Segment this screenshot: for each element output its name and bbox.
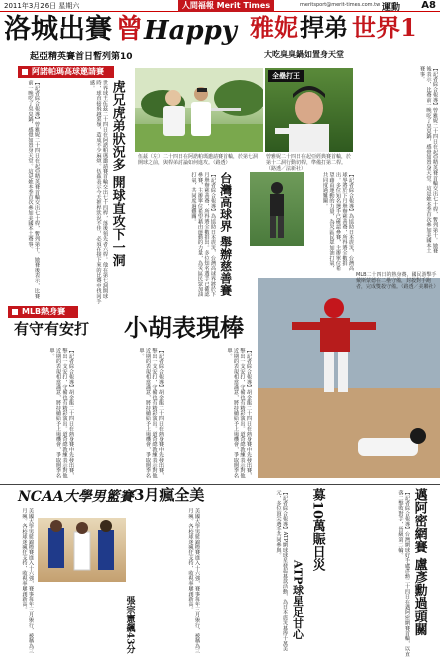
golf-scene-illustration [135, 68, 263, 152]
tiger-caption: 伍茲（左）二十四日在阿諾帕瑪邀請賽首輪，於第七洞開球之前，與桿弟討論如何進攻。（路透） [138, 154, 259, 166]
taiwan-golf-headline: 台灣高球界 舉辦慈善賽 [218, 172, 233, 297]
lead-subhead: 起亞精英賽首日暫列第10 [30, 52, 133, 62]
ncaa-side-headline: 張宗憲飆43分 [124, 596, 135, 654]
section-name: 運動 [382, 3, 401, 13]
relief-headline-b: ATP球星足甘心 [291, 560, 305, 640]
tennis-story-body: 【記者綜合報導】台灣網球好手盧彥勳二十四日在邁阿密網賽首輪，以直落二擊敗對手，晉級第二輪。 [397, 490, 410, 657]
lead-headline-right-c: 世界1 [352, 13, 417, 42]
mlb-headline-a: 有守有安打 [14, 320, 90, 338]
ncaa-basketball-photo [38, 518, 126, 582]
tiger-section-bar: 阿諾帕瑪高球邀請賽 [18, 66, 114, 78]
basketball-players-illustration [38, 518, 126, 582]
issue-date: 2011年3月26日 星期六 [4, 2, 80, 10]
lead-headline-right-a: 雅妮 [250, 13, 298, 42]
page-number: A8 [421, 0, 436, 11]
ncaa-headline-a: NCAA大學男籃賽 [18, 489, 134, 505]
mlb-desmond-photo [258, 278, 440, 478]
ncaa-headline-b: 3月瘋全美 [134, 486, 205, 504]
tiger-story-body: 世界球王伍茲二十四日在阿諾帕瑪邀請賽首輪交出七十四桿，落後領先者六桿。他在第七洞開球時，球直接飛越果嶺，造成不少麻煩。伍茲表示今天推桿狀況不佳，必須在接下來的比賽中找回手感。 [89, 80, 108, 304]
right-upper-story-body: 【記者綜合報導】為協助日本震災，台灣高球界將於下月舉辦慈善賽，所得將全數捐出。多位知名選手已確認參賽，主辦單位希望藉由運動的力量，為災區民眾加油打氣，共同度過難關。 [322, 172, 354, 271]
yani-caption: 曾雅妮二十四日在起亞經典賽首輪，於第十二洞行動切桿，準備打第二桿。（路透／法新社） [266, 154, 352, 172]
mlb-story-body-2: 【記者綜合報導】胡金龍二十四日在熱身賽中先發出賽，擊出一支安打，守備也有精彩演出。道奇總教練表示對他近期的表現相當滿意，將持續給予上場機會，爭取開季名單。 [138, 348, 164, 478]
mlb-caption: MLB二十四日的熱身賽，國民游擊手戴斯蒙德在二壘守備，封殺對手跑者，完成雙殺守備。（路透／美聯社） [356, 272, 439, 290]
baseball-play-illustration [258, 278, 440, 478]
lead-subhead-right: 大吃臭臭鍋如置身天堂 [264, 50, 344, 59]
yani-story-body: 【記者綜合報導】曾雅妮二十四日在起亞精英賽首輪交出七十桿，暫列第十。她賽後表示，比賽前一晚吃了臭臭鍋，感覺如置身天堂。這是她本季首次參加美國本土賽事。 [419, 66, 438, 254]
ncaa-story-body: 美國大學男籃錦標賽進入十六強，賽事每年三月舉行，被稱為三月瘋。各校球迷瘋狂支持，收視率屢創新高。 [21, 508, 34, 654]
tiger-headline: 虎兄虎弟狀況多 開球直攻下一洞 [109, 80, 125, 267]
divider [0, 484, 440, 485]
lead-headline-english: Happy [144, 16, 237, 46]
tiger-caddie-photo [135, 68, 263, 152]
relief-headline-a: 募10萬賑日災 [309, 488, 325, 572]
mlb-story-body-1: 【記者綜合報導】胡金龍二十四日在熱身賽中先發出賽，擊出一支安打，守備也有精彩演出。道奇總教練表示對他近期的表現相當滿意，將持續給予上場機會，爭取開季名單。 [48, 348, 74, 478]
mlb-section-bar: MLB熱身賽 [8, 306, 78, 318]
relief-story-body: 【記者綜合報導】ATP網球球星發起募款活動，為日本震災募得十萬美元，多位頂尖選手共同參與。 [275, 490, 288, 652]
tiger-side-story: 【記者綜合報導】曾雅妮二十四日在起亞精英賽首輪交出七十桿，暫列第十。她賽後表示，比賽前一晚吃了臭臭鍋，感覺如置身天堂。這是她本季首次參加美國本土賽事。 [27, 80, 40, 299]
mlb-story-body-3: 【記者綜合報導】胡金龍二十四日在熱身賽中先發出賽，擊出一支安打，守備也有精彩演出。道奇總教練表示對他近期的表現相當滿意，將持續給予上場機會，爭取開季名單。 [226, 348, 252, 478]
golfer-back-photo [250, 172, 304, 246]
masthead [0, 0, 440, 12]
taiwan-golf-body: 【記者綜合報導】為協助日本震災，台灣高球界將於下月舉辦慈善賽，所得將全數捐出。多位知名選手已確認參賽，主辦單位希望藉由運動的力量，為災區民眾加油打氣，共同度過難關。 [190, 172, 216, 297]
tennis-headline: 邁阿密網賽 盧彥勳過頭關 [411, 488, 427, 636]
photo-ribbon-label: 全壘打王 [268, 70, 304, 82]
golfer-figure [250, 172, 304, 246]
section-email[interactable]: meritsport@merit-times.com.tw [300, 2, 381, 8]
mlb-headline-b: 小胡表現棒 [124, 313, 244, 342]
ncaa-second-column: 美國大學男籃錦標賽進入十六強，賽事每年三月舉行，被稱為三月瘋。各校球迷瘋狂支持，收視率屢創新高。 [187, 508, 200, 654]
lead-headline-red: 曾 [116, 14, 143, 45]
brand-logo: 人間福報 Merit Times [178, 0, 274, 12]
lead-headline-left: 洛城出賽 [4, 14, 112, 45]
lead-headline-right-b: 捍弟 [300, 13, 348, 42]
